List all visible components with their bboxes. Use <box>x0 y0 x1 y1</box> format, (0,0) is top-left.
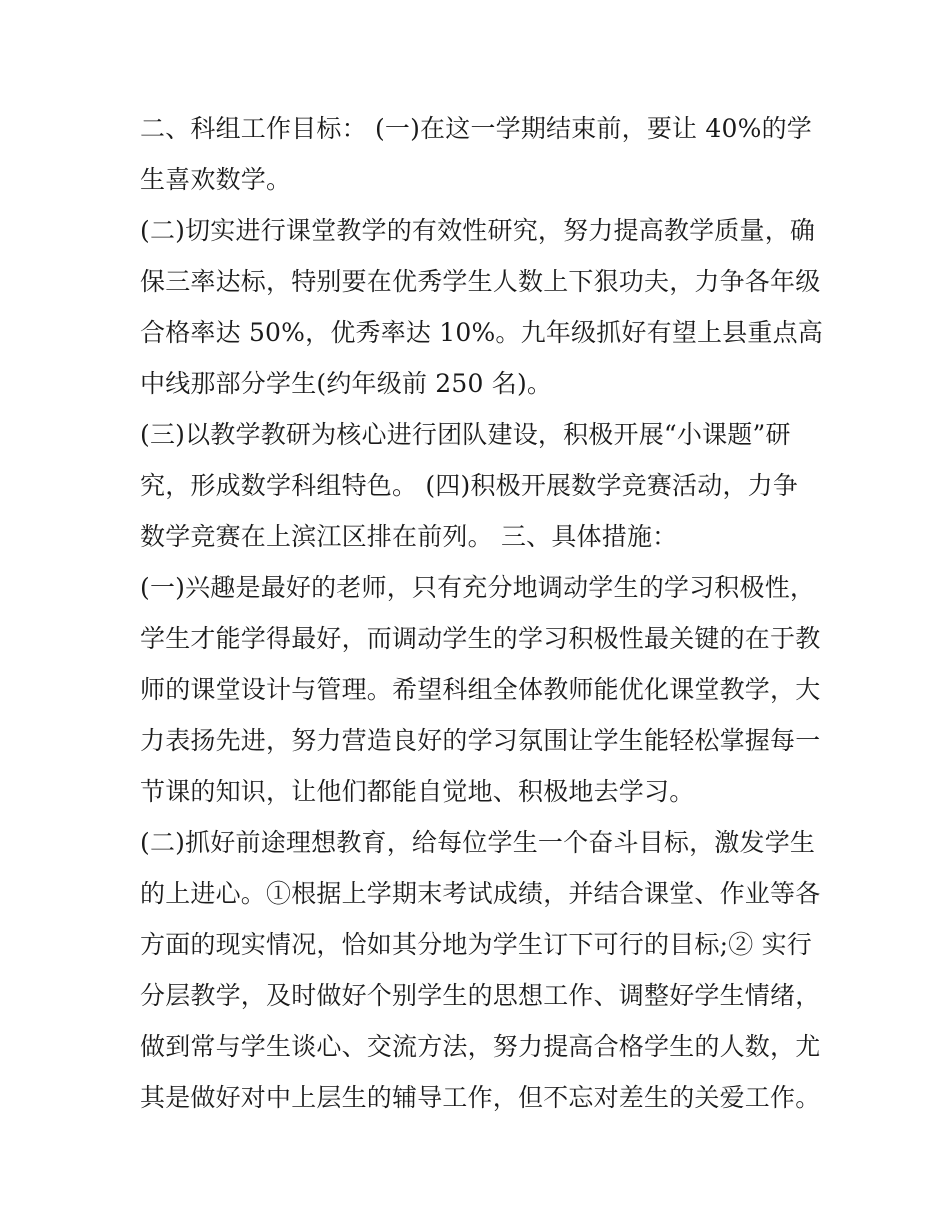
text-line-6: 中线那部分学生(约年级前 250 名)。 <box>140 369 553 398</box>
text-line-12: 师的课堂设计与管理。希望科组全体教师能优化课堂教学，大 <box>140 675 821 704</box>
text-line-8: 究，形成数学科组特色。 (四)积极开展数学竞赛活动，力争 <box>140 471 799 500</box>
text-line-11: 学生才能学得最好，而调动学生的学习积极性最关键的在于教 <box>140 624 821 653</box>
text-line-17: 方面的现实情况，恰如其分地为学生订下可行的目标;② 实行 <box>140 930 812 959</box>
text-line-15: (二)抓好前途理想教育，给每位学生一个奋斗目标，激发学生 <box>140 828 816 857</box>
text-line-16: 的上进心。①根据上学期末考试成绩，并结合课堂、作业等各 <box>140 879 821 908</box>
text-line-18: 分层教学，及时做好个别学生的思想工作、调整好学生情绪， <box>140 981 821 1010</box>
text-line-1: 二、科组工作目标： (一)在这一学期结束前，要让 40%的学 <box>140 114 812 143</box>
text-line-13: 力表扬先进，努力营造良好的学习氛围让学生能轻松掌握每一 <box>140 726 821 755</box>
text-line-4: 保三率达标，特别要在优秀学生人数上下狠功夫，力争各年级 <box>140 267 821 296</box>
text-line-20: 其是做好对中上层生的辅导工作，但不忘对差生的关爱工作。 <box>140 1083 821 1112</box>
text-line-7: (三)以教学教研为核心进行团队建设，积极开展“小课题”研 <box>140 420 791 449</box>
text-line-2: 生喜欢数学。 <box>140 165 292 194</box>
text-line-10: (一)兴趣是最好的老师，只有充分地调动学生的学习积极性， <box>140 573 816 602</box>
text-line-9: 数学竞赛在上滨江区排在前列。 三、具体措施： <box>140 522 678 551</box>
text-line-3: (二)切实进行课堂教学的有效性研究，努力提高教学质量，确 <box>140 216 816 245</box>
text-line-19: 做到常与学生谈心、交流方法，努力提高合格学生的人数，尤 <box>140 1032 821 1061</box>
document-body <box>140 103 824 1123</box>
text-line-14: 节课的知识，让他们都能自觉地、积极地去学习。 <box>140 777 695 806</box>
text-line-5: 合格率达 50%，优秀率达 10%。九年级抓好有望上县重点高 <box>140 318 824 347</box>
